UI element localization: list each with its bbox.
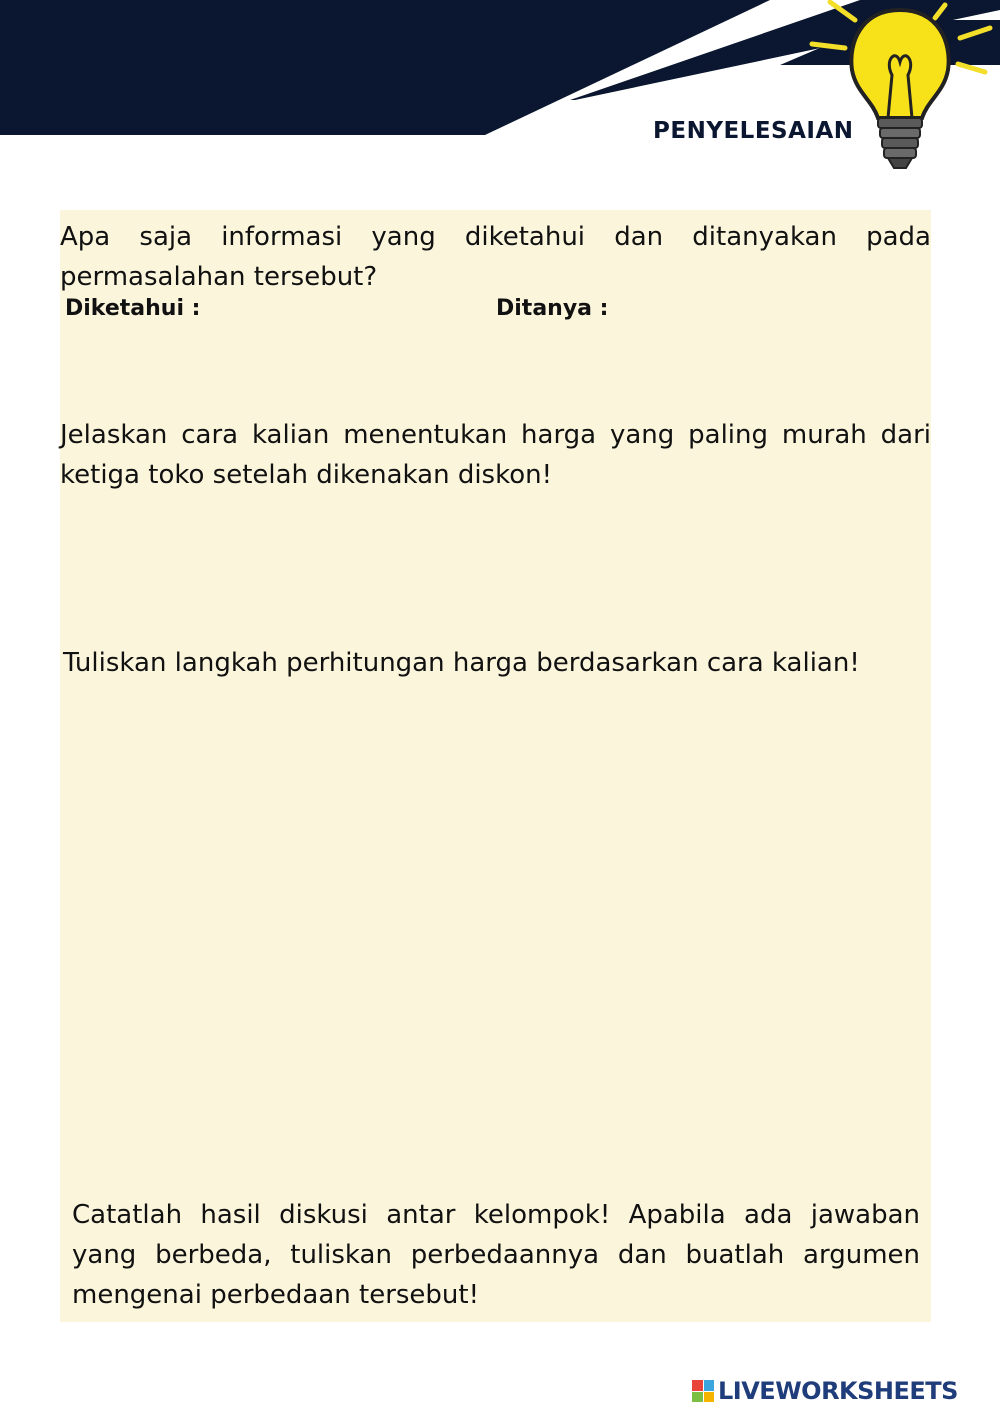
footer-logo bbox=[692, 1374, 958, 1408]
footer-brand: LIVEWORKSHEETS bbox=[718, 1377, 958, 1405]
question-4: Catatlah hasil diskusi antar kelompok! Apabila ada jawaban yang berbeda, tuliskan perbedaannya dan buatlah argumen mengenai perbedaan tersebut! bbox=[72, 1200, 920, 1310]
liveworksheets-logo-icon bbox=[692, 1380, 714, 1402]
question-1: Apa saja informasi yang diketahui dan ditanyakan pada permasalahan tersebut? bbox=[60, 222, 931, 292]
answer-panel bbox=[60, 210, 931, 1322]
asked-label: Ditanya : bbox=[496, 296, 609, 321]
known-label: Diketahui : bbox=[65, 296, 201, 321]
section-title: PENYELESAIAN bbox=[653, 118, 854, 144]
question-3: Tuliskan langkah perhitungan harga berdasarkan cara kalian! bbox=[63, 648, 860, 678]
lightbulb-icon bbox=[800, 0, 1000, 180]
question-2: Jelaskan cara kalian menentukan harga yang paling murah dari ketiga toko setelah dikenakan diskon! bbox=[60, 420, 931, 490]
